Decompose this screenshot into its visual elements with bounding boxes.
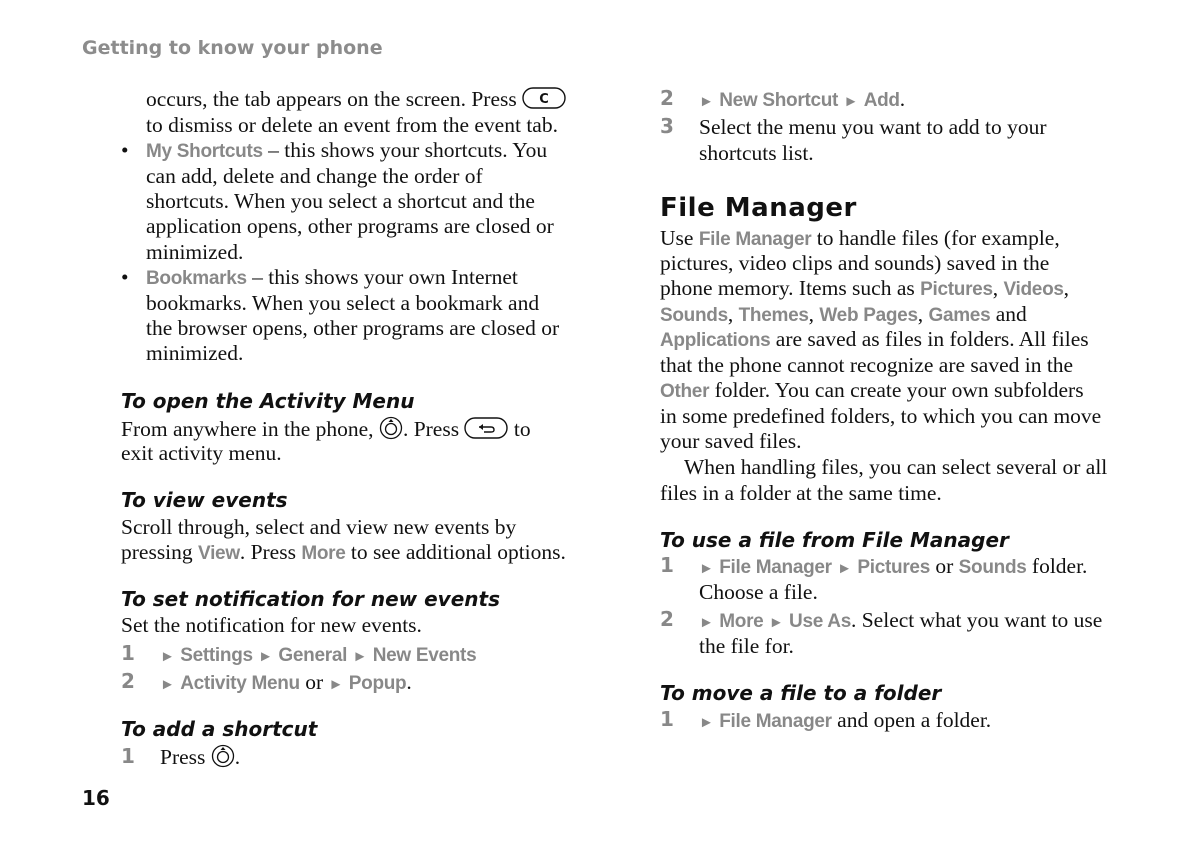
use-file-step-2-line-2: the file for. — [699, 634, 794, 658]
term-pictures: Pictures — [920, 279, 993, 300]
bullet1-line: shortcuts. When you select a shortcut and the — [146, 189, 535, 213]
term-view: View — [198, 543, 240, 564]
shortcut-step-3-line-2: shortcuts list. — [699, 141, 814, 165]
bullet-bookmarks — [146, 265, 518, 291]
events-text: to see additional options. — [345, 540, 566, 564]
activity-line-2: exit activity menu. — [121, 441, 282, 465]
term-file-manager: File Manager — [698, 229, 812, 250]
step-text: folder. — [1026, 554, 1088, 578]
term-more: More — [301, 543, 346, 564]
term-pictures: Pictures — [857, 557, 930, 578]
use-file-step-2 — [699, 608, 1102, 636]
step-number: 2 — [660, 607, 674, 631]
navigation-key-icon — [211, 744, 235, 774]
shortcut-step-1 — [160, 744, 240, 774]
triangle-right-icon: ► — [328, 677, 344, 693]
term-themes: Themes — [738, 305, 809, 326]
step-number: 1 — [660, 707, 674, 731]
events-text: . Press — [239, 540, 302, 564]
term-other: Other — [660, 381, 710, 402]
triangle-right-icon: ► — [258, 649, 274, 665]
fm-para-2-line-1: When handling files, you can select several or all — [684, 455, 1108, 479]
step-number: 1 — [660, 553, 674, 577]
step-text: or — [299, 670, 329, 694]
term-settings: Settings — [180, 645, 253, 666]
term-new-events: New Events — [372, 645, 477, 666]
bullet-text: – this shows your shortcuts. You — [262, 138, 548, 162]
use-file-step-1 — [699, 554, 1087, 582]
bullet-my-shortcuts — [146, 138, 547, 164]
shortcut-step-2 — [699, 87, 905, 115]
step-text: . — [406, 670, 412, 694]
fm-text: are saved as files in folders. All files — [770, 327, 1089, 351]
bullet2-line: bookmarks. When you select a bookmark and — [146, 291, 540, 315]
move-file-step-1 — [699, 708, 991, 736]
page-number: 16 — [82, 786, 110, 810]
fm-text: , — [808, 302, 820, 326]
bullet1-line: application opens, other programs are closed or — [146, 214, 554, 238]
triangle-right-icon: ► — [160, 677, 175, 693]
heading-open-activity-menu: To open the Activity Menu — [121, 389, 415, 413]
back-key-icon — [464, 417, 508, 445]
term-games: Games — [928, 305, 991, 326]
step-text: and open a folder. — [831, 708, 992, 732]
activity-text: to — [508, 417, 531, 442]
step-text: . Select what you want to use — [850, 608, 1103, 632]
fm-text: phone memory. Items such as — [660, 276, 921, 300]
notify-step-2 — [160, 670, 412, 698]
term-sounds: Sounds — [660, 305, 728, 326]
fm-text: Use — [660, 226, 699, 250]
term-activity-menu: Activity Menu — [180, 673, 300, 694]
fm-line-7 — [660, 378, 1084, 404]
triangle-right-icon: ► — [699, 94, 714, 110]
fm-line-1 — [660, 226, 1060, 252]
bullet-dot: • — [121, 138, 129, 162]
term-general: General — [278, 645, 348, 666]
term-more: More — [719, 611, 764, 632]
step-number: 1 — [121, 641, 135, 665]
triangle-right-icon: ► — [699, 615, 714, 631]
triangle-right-icon: ► — [699, 561, 714, 577]
fm-line-5 — [660, 327, 1089, 353]
shortcut-step-3-line-1: Select the menu you want to add to your — [699, 115, 1047, 139]
activity-text: . Press — [402, 417, 465, 442]
fm-text: , — [917, 302, 929, 326]
term-file-manager: File Manager — [719, 557, 832, 578]
term-popup: Popup — [348, 673, 407, 694]
heading-view-events: To view events — [121, 488, 288, 512]
term-new-shortcut: New Shortcut — [719, 90, 839, 111]
step-number: 2 — [121, 669, 135, 693]
fm-line-9: your saved files. — [660, 429, 802, 453]
fm-line-4 — [660, 302, 1027, 328]
fm-para-2-line-2: files in a folder at the same time. — [660, 481, 942, 505]
notify-line: Set the notification for new events. — [121, 613, 422, 637]
running-header: Getting to know your phone — [82, 37, 383, 59]
bullet2-line: the browser opens, other programs are closed or — [146, 316, 560, 340]
activity-text: From anywhere in the phone, — [121, 417, 379, 442]
triangle-right-icon: ► — [843, 94, 859, 110]
triangle-right-icon: ► — [837, 561, 853, 577]
fm-line-6: that the phone cannot recognize are saved in the — [660, 353, 1074, 377]
intro-line-2: to dismiss or delete an event from the event tab. — [146, 113, 558, 137]
heading-move-file: To move a file to a folder — [660, 681, 942, 705]
bullet1-line: can add, delete and change the order of — [146, 164, 483, 188]
term-my-shortcuts: My Shortcuts — [146, 141, 263, 162]
navigation-key-icon — [379, 416, 403, 446]
term-applications: Applications — [660, 330, 771, 351]
triangle-right-icon: ► — [699, 715, 714, 731]
bullet-text: – this shows your own Internet — [246, 265, 518, 289]
term-use-as: Use As — [789, 611, 851, 632]
term-add: Add — [863, 90, 900, 111]
fm-text: to handle files (for example, — [811, 226, 1060, 250]
term-sounds: Sounds — [958, 557, 1027, 578]
intro-text: occurs, the tab appears on the screen. Press — [146, 87, 523, 112]
triangle-right-icon: ► — [160, 649, 175, 665]
svg-text:C: C — [539, 92, 549, 107]
fm-line-8: in some predefined folders, to which you can move — [660, 404, 1102, 428]
heading-set-notification: To set notification for new events — [121, 587, 500, 611]
heading-use-file: To use a file from File Manager — [660, 528, 1009, 552]
step-number: 3 — [660, 114, 674, 138]
bullet-dot: • — [121, 265, 129, 289]
notify-step-1 — [160, 642, 476, 670]
events-text: pressing — [121, 540, 199, 564]
step-text: or — [929, 554, 959, 578]
step-text: Press — [160, 745, 211, 770]
events-line-2 — [121, 540, 566, 566]
fm-text: folder. You can create your own subfolders — [709, 378, 1084, 402]
term-bookmarks: Bookmarks — [146, 268, 247, 289]
term-web-pages: Web Pages — [819, 305, 918, 326]
fm-line-3 — [660, 276, 1069, 302]
fm-text: , — [992, 276, 1004, 300]
bullet1-line: minimized. — [146, 240, 244, 264]
term-file-manager: File Manager — [719, 711, 832, 732]
triangle-right-icon: ► — [768, 615, 784, 631]
term-videos: Videos — [1003, 279, 1064, 300]
use-file-step-1-line-2: Choose a file. — [699, 580, 818, 604]
heading-file-manager: File Manager — [660, 193, 857, 223]
heading-add-shortcut: To add a shortcut — [121, 717, 318, 741]
c-key-icon — [522, 87, 566, 115]
step-text: . — [234, 745, 241, 770]
step-number: 2 — [660, 86, 674, 110]
events-line-1: Scroll through, select and view new events by — [121, 515, 517, 539]
fm-text: , — [1063, 276, 1070, 300]
bullet2-line: minimized. — [146, 341, 244, 365]
step-text: . — [899, 87, 906, 111]
fm-text: , — [727, 302, 739, 326]
step-number: 1 — [121, 744, 135, 768]
fm-text: and — [990, 302, 1027, 326]
fm-line-2: pictures, video clips and sounds) saved in the — [660, 251, 1050, 275]
intro-line-1 — [146, 87, 566, 115]
triangle-right-icon: ► — [352, 649, 368, 665]
